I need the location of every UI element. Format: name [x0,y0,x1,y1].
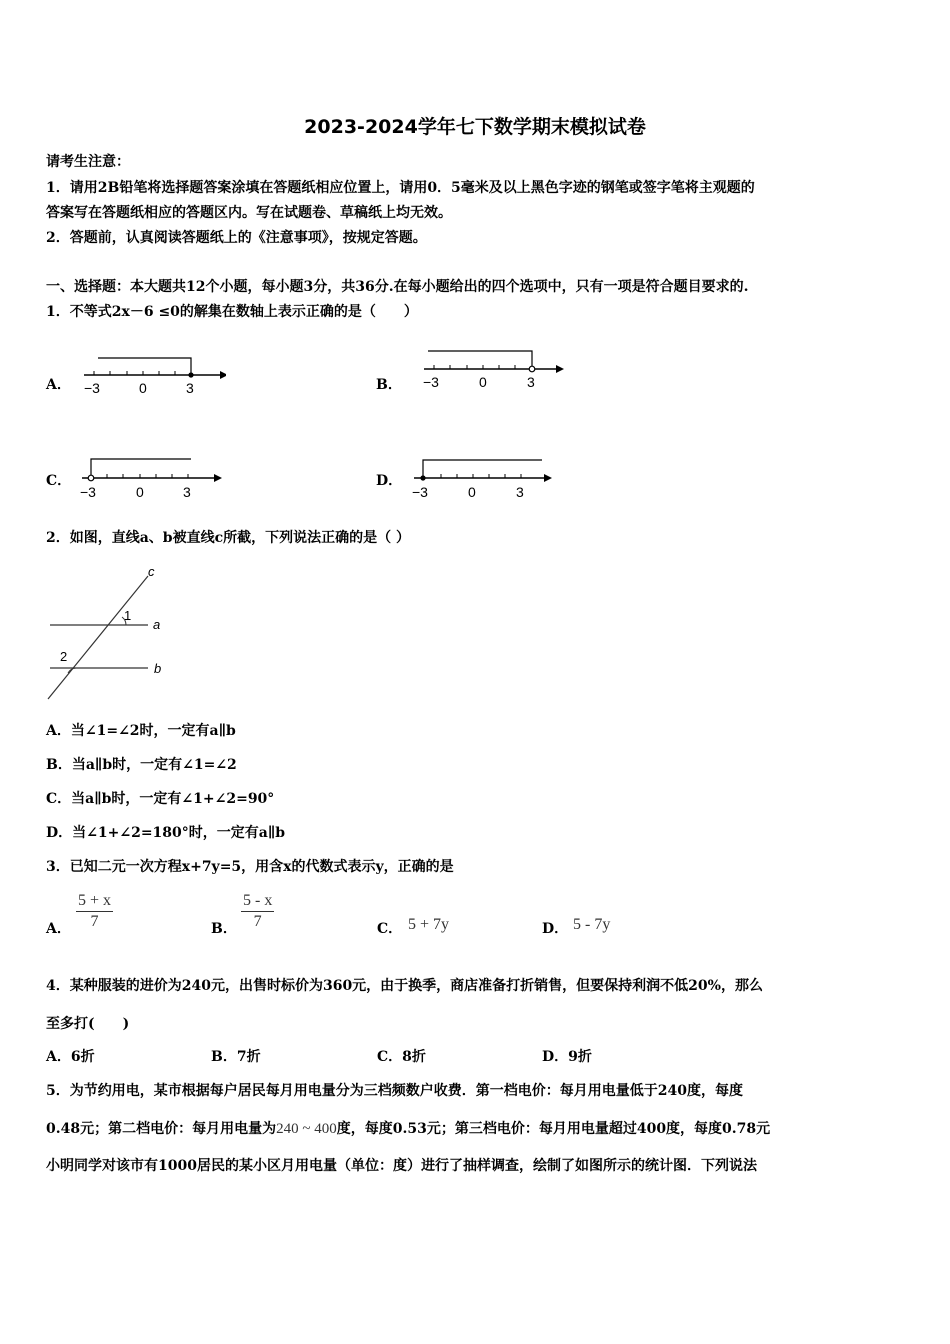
question-3-stem: 3．已知二元一次方程x+7y=5，用含x的代数式表示y，正确的是 [46,859,454,875]
tick-label-neg3: −3 [84,380,100,396]
q2-option-c: C．当a∥b时，一定有∠1+∠2=90° [46,791,275,807]
q3-option-b-label: B． [211,921,237,937]
q2-option-d: D．当∠1+∠2=180°时，一定有a∥b [46,825,286,841]
question-4-stem-cont: 至多打( ) [46,1016,130,1032]
q5-line-2-start: 0.48元；第二档电价：每月用电量为 [46,1121,277,1137]
q2-option-a: A．当∠1=∠2时，一定有a∥b [46,723,236,739]
notice-line-1-cont: 答案写在答题纸相应的答题区内。写在试题卷、草稿纸上均无效。 [46,205,452,221]
tick-label-3: 3 [183,484,191,500]
q3-option-a-fraction [76,892,113,931]
q1-option-a-label: A． [46,377,71,393]
q1-option-c-label: C． [46,473,72,489]
question-5-line-1: 5．为节约用电，某市根据每户居民每月用电量分为三档频数户收费．第一档电价：每月用电量低于240度，每度 [46,1083,743,1099]
q4-option-c: C．8折 [377,1049,426,1065]
question-5-line-3: 小明同学对该市有1000居民的某小区月用电量（单位：度）进行了抽样调查，绘制了如图所示的统计图．下列说法 [46,1158,757,1174]
question-2-stem: 2．如图，直线a、b被直线c所截，下列说法正确的是（ ） [46,530,410,546]
q1-option-d-label: D． [376,473,403,489]
numerator: 5 + x [76,892,113,912]
line-a-label: a [153,617,161,632]
q1-number-line-a [76,350,226,400]
tick-label-neg3: −3 [80,484,96,500]
tick-label-neg3: −3 [412,484,428,500]
q3-option-c-label: C． [377,921,403,937]
notice-heading: 请考生注意： [46,154,130,170]
tick-label-3: 3 [516,484,524,500]
tick-label-0: 0 [479,374,487,390]
tick-label-0: 0 [139,380,147,396]
section-heading: 一、选择题：本大题共12个小题，每小题3分，共36分.在每小题给出的四个选项中，只有一项是符合题目要求的. [46,279,749,295]
q3-option-c-expr: 5 + 7y [408,916,450,933]
angle-2-label: 2 [60,649,68,664]
question-1-stem: 1．不等式2x－6 ≤0的解集在数轴上表示正确的是（ ） [46,304,418,320]
denominator: 7 [90,913,99,930]
q1-option-b-label: B． [376,377,402,393]
question-4-stem: 4．某种服装的进价为240元，出售时标价为360元，由于换季，商店准备打折销售，但要保持利润不低20%，那么 [46,978,763,994]
notice-line-1: 1．请用2B铅笔将选择题答案涂填在答题纸相应位置上，请用0．5毫米及以上黑色字迹的钢笔或签字笔将主观题的 [46,180,755,196]
page-title: 2023-2024学年七下数学期末模拟试卷 [304,116,646,138]
q5-line-2-end: 度，每度0.53元；第三档电价：每月用电量超过400度，每度0.78元 [336,1121,771,1137]
angle-1-label: 1 [124,608,132,623]
denominator: 7 [253,913,262,930]
tick-label-3: 3 [186,380,194,396]
notice-line-2: 2．答题前，认真阅读答题纸上的《注意事项》，按规定答题。 [46,230,427,246]
tick-label-0: 0 [468,484,476,500]
tick-label-neg3: −3 [423,374,439,390]
q3-option-d-label: D． [542,921,569,937]
q3-option-b-fraction [241,892,274,931]
q3-option-a-label: A． [46,921,71,937]
q1-number-line-c [76,452,226,502]
q5-range: 240 ~ 400 [276,1121,337,1137]
parallel-lines-figure [40,562,180,707]
tick-label-3: 3 [527,374,535,390]
line-c-label: c [148,564,155,579]
tick-label-0: 0 [136,484,144,500]
q4-option-a: A．6折 [46,1049,95,1065]
q4-option-d: D．9折 [542,1049,592,1065]
q3-option-d-expr: 5 - 7y [573,916,611,933]
q4-option-b: B．7折 [211,1049,261,1065]
line-b-label: b [154,661,162,676]
q2-option-b: B．当a∥b时，一定有∠1=∠2 [46,757,237,773]
q1-number-line-d [406,452,556,502]
question-5-line-2 [46,1119,770,1139]
numerator: 5 - x [241,892,274,912]
q1-number-line-b [418,345,568,395]
